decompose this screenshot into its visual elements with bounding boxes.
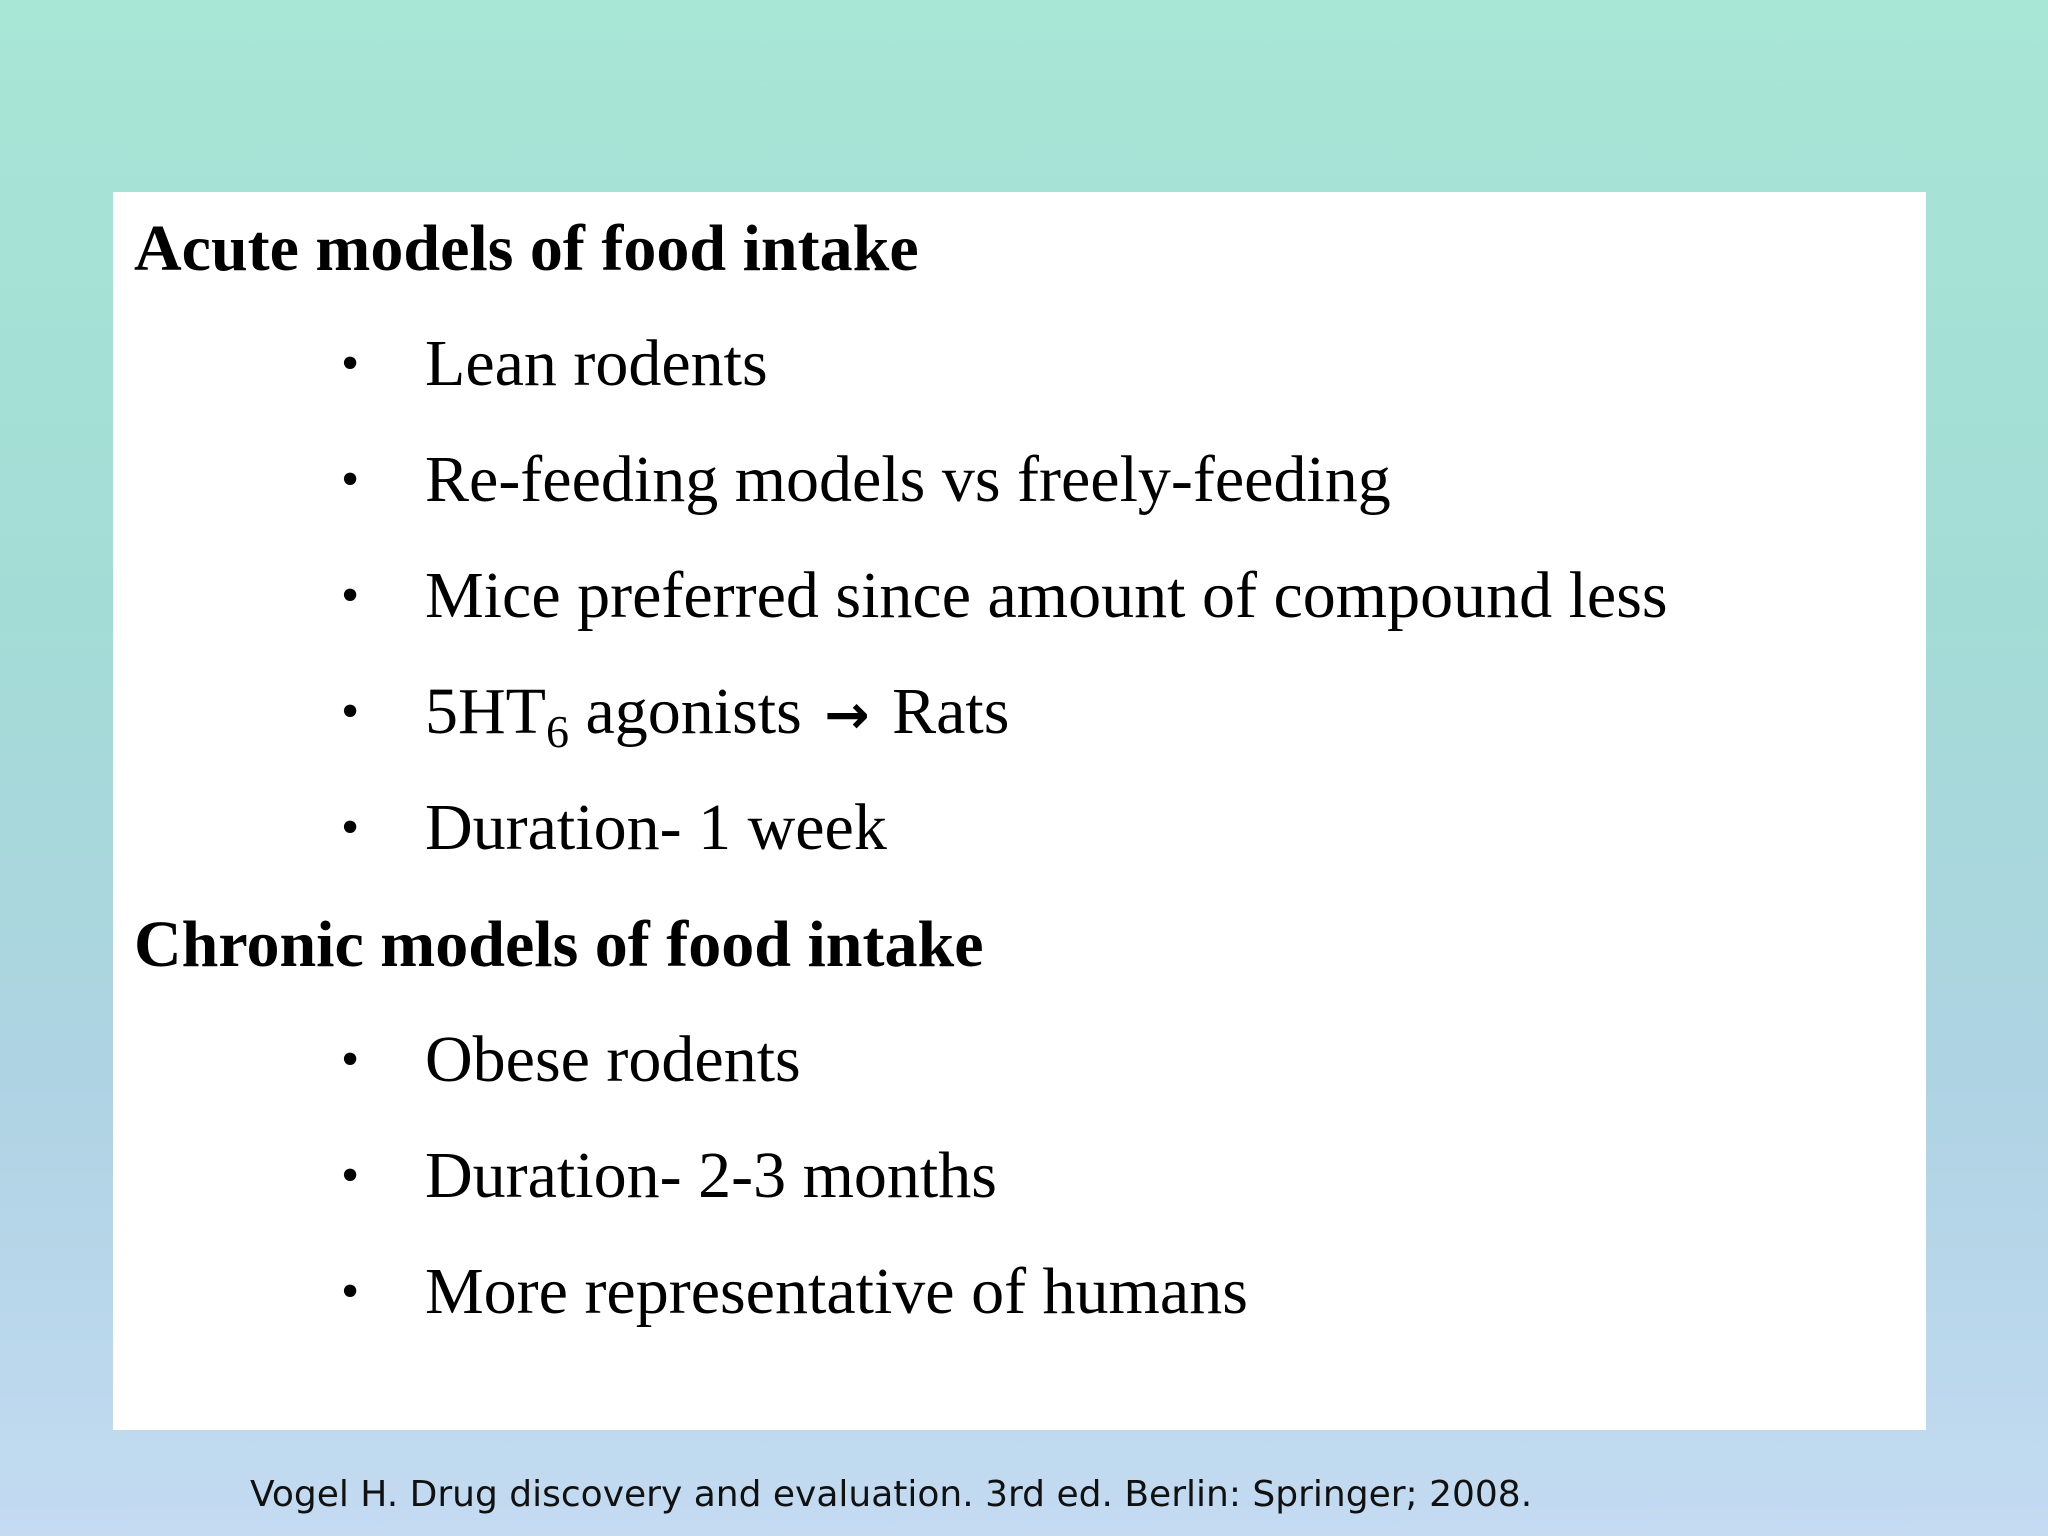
bullet-icon: • <box>341 1031 360 1088</box>
bullet-icon: • <box>341 799 360 856</box>
list-item-label: Obese rodents <box>425 1023 801 1096</box>
bullet-icon: • <box>341 1263 360 1320</box>
bullet-icon: • <box>341 683 360 740</box>
receptor-subscript: 6 <box>545 706 569 757</box>
slide-content-box <box>113 192 1926 1430</box>
list-item-label: Duration- 1 week <box>425 791 887 864</box>
list-item-label: More representative of humans <box>425 1255 1248 1328</box>
bullet-icon: • <box>341 1147 360 1204</box>
list-item-label: Re-feeding models vs freely-feeding <box>425 443 1391 516</box>
receptor-name: 5HT <box>425 675 546 748</box>
rats-text: Rats <box>875 675 1010 748</box>
list-item-label <box>425 672 1009 755</box>
bullet-icon: • <box>341 335 360 392</box>
list-item-label: Mice preferred since amount of compound less <box>425 559 1668 632</box>
acute-models-heading: Acute models of food intake <box>134 212 919 285</box>
bullet-icon: • <box>341 567 360 624</box>
right-arrow-icon: → <box>824 683 870 746</box>
agonists-text: agonists <box>568 675 819 748</box>
bullet-icon: • <box>341 451 360 508</box>
list-item-label: Duration- 2-3 months <box>425 1139 997 1212</box>
citation-footer: Vogel H. Drug discovery and evaluation. 3rd ed. Berlin: Springer; 2008. <box>250 1474 1533 1515</box>
chronic-models-heading: Chronic models of food intake <box>134 908 984 981</box>
list-item-label: Lean rodents <box>425 327 768 400</box>
